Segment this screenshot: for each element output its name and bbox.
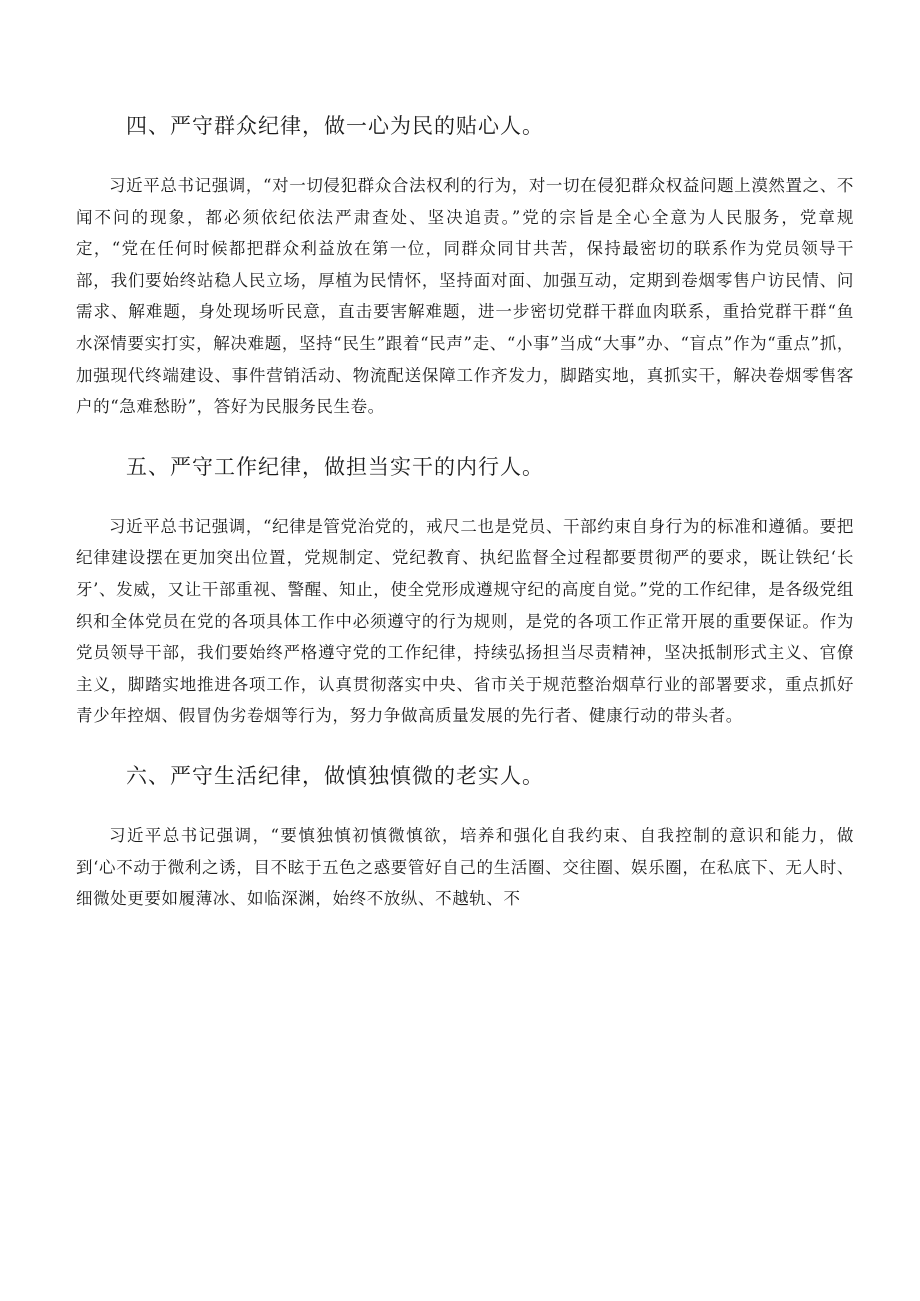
- section-heading-5: 五、严守工作纪律，做担当实干的内行人。: [126, 454, 544, 479]
- section-heading-6: 六、严守生活纪律，做慎独慎微的老实人。: [126, 763, 544, 788]
- section-heading-4: 四、严守群众纪律，做一心为民的贴心人。: [126, 114, 544, 138]
- section-paragraph-6: 习近平总书记强调，“要慎独慎初慎微慎欲，培养和强化自我约束、自我控制的意识和能力，做到‘心不动于微利之诱，目不眩于五色之惑要管好自己的生活圈、交往圈、娱乐圈，在私底下、无人时、细微处更要如履薄冰、如临深渊，始终不放纵、不越轨、不: [76, 825, 854, 909]
- section-paragraph-5: 习近平总书记强调，“纪律是管党治党的，戒尺二也是党员、干部约束自身行为的标准和遵循。要把纪律建设摆在更加突出位置，党规制定、党纪教育、执纪监督全过程都要贯彻严的要求，既让铁纪‘长牙’、发威，又让干部重视、警醒、知止，使全党形成遵规守纪的高度自觉。”党的工作纪律，是各级党组织和全体党员在党的各项具体工作中必须遵守的行为规则，是党的各项工作正常开展的重要保证。作为党员领导干部，我们要始终严格遵守党的工作纪律，持续弘扬担当尽责精神，坚决抵制形式主义、官僚主义，脚踏实地推进各项工作，认真贯彻落实中央、省市关于规范整治烟草行业的部署要求，重点抓好青少年控烟、假冒伪劣卷烟等行为，努力争做高质量发展的先行者、健康行动的带头者。: [76, 516, 854, 726]
- section-paragraph-4: 习近平总书记强调，“对一切侵犯群众合法权利的行为，对一切在侵犯群众权益问题上漠然置之、不闻不问的现象，都必须依纪依法严肃查处、坚决追责。”党的宗旨是全心全意为人民服务，党章规定，“党在任何时候都把群众利益放在第一位，同群众同甘共苦，保持最密切的联系作为党员领导干部，我们要始终站稳人民立场，厚植为民情怀，坚持面对面、加强互动，定期到卷烟零售户访民情、问需求、解难题，身处现场听民意，直击要害解难题，进一步密切党群干群血肉联系，重拾党群干群“鱼水深情要实打实，解决难题，坚持“民生”跟着“民声”走、“小事”当成“大事”办、“盲点”作为“重点”抓，加强现代终端建设、事件营销活动、物流配送保障工作齐发力，脚踏实地，真抓实干，解决卷烟零售客户的“急难愁盼”，答好为民服务民生卷。: [76, 176, 854, 417]
